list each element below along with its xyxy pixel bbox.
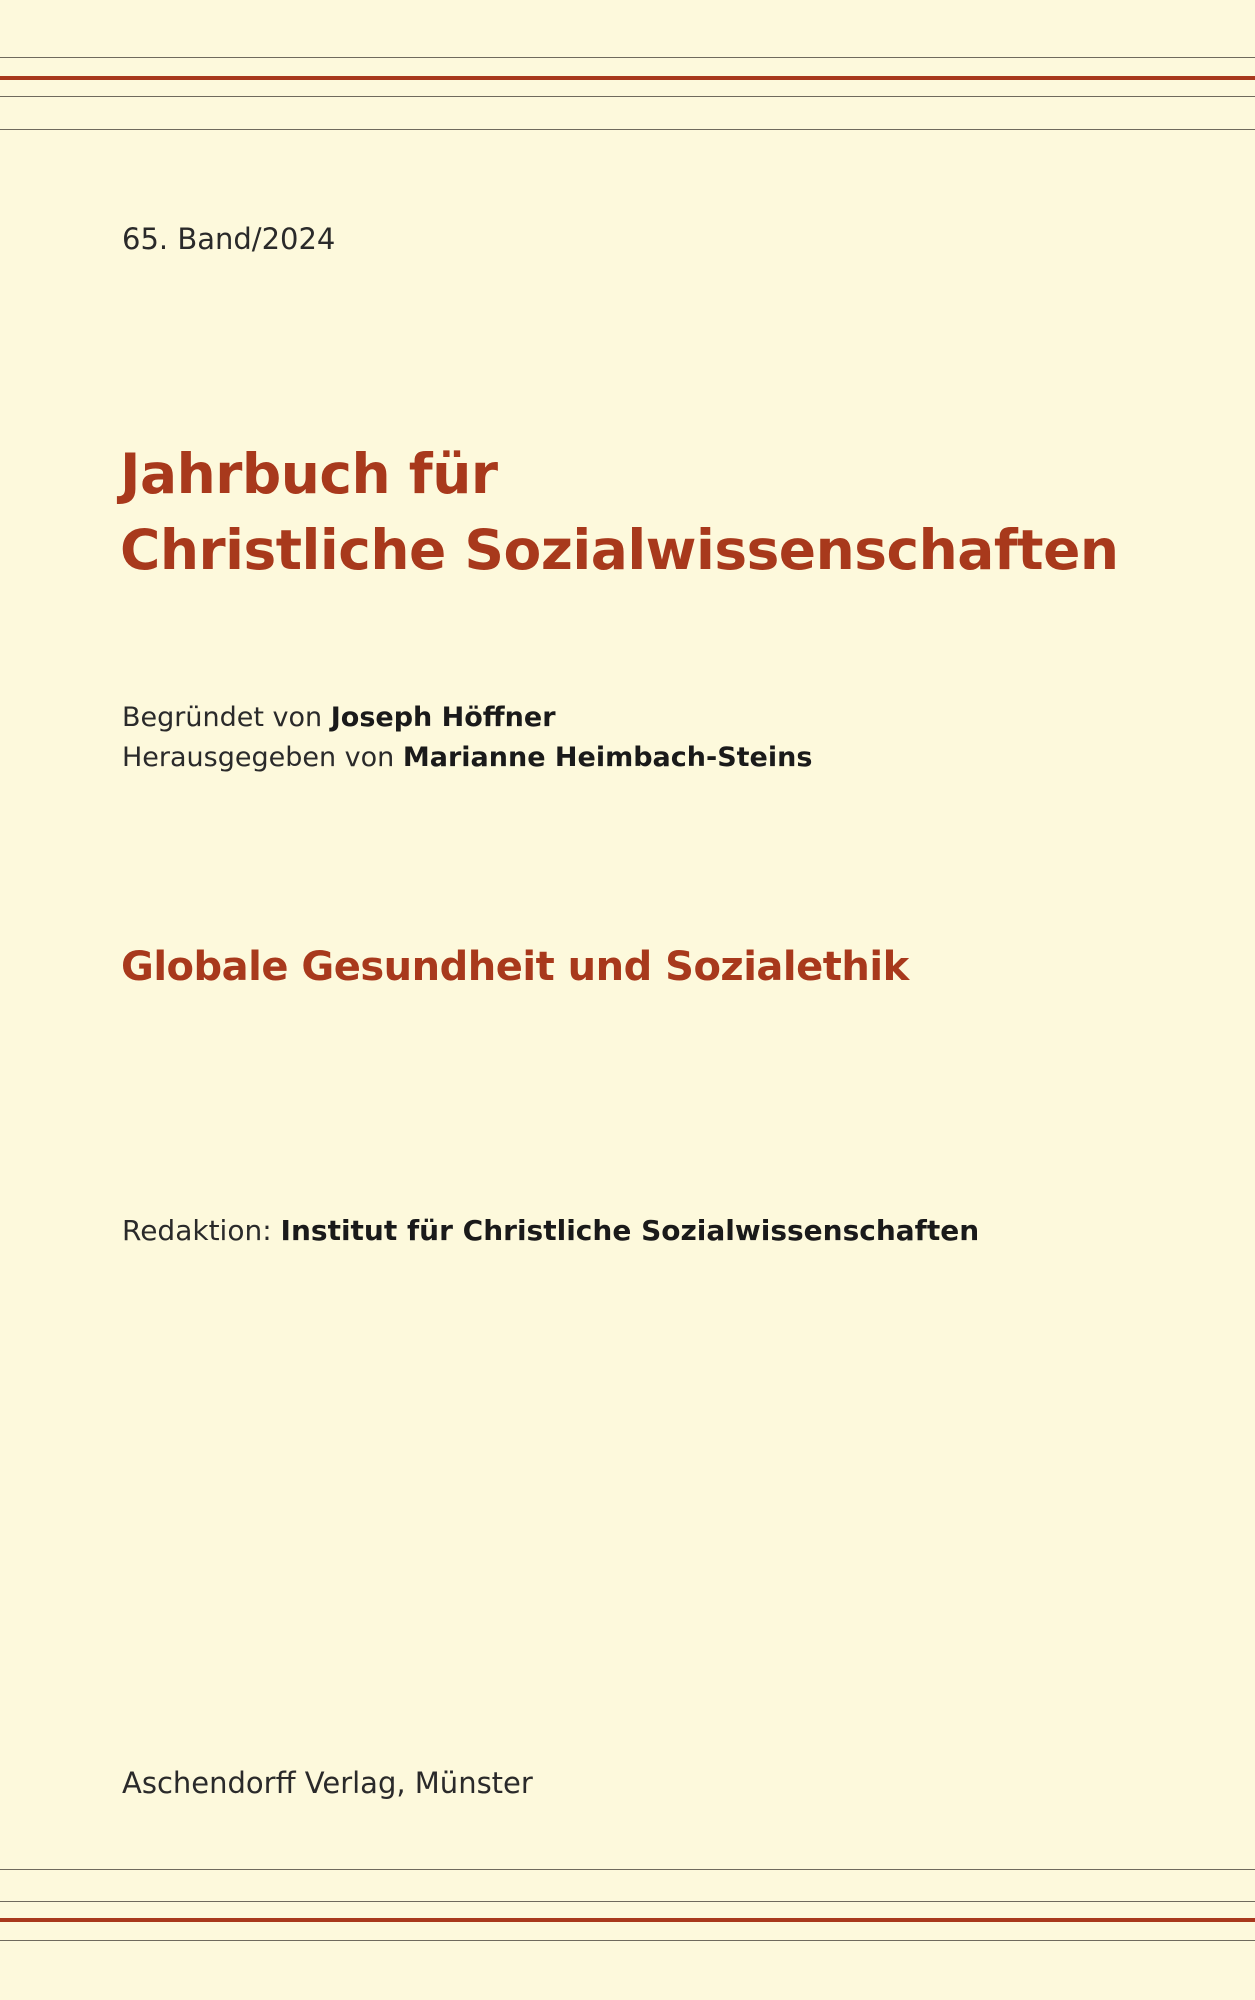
volume-label: 65. Band/2024: [122, 222, 336, 256]
issue-subtitle: Globale Gesundheit und Sozialethik: [121, 944, 909, 990]
top-rule-1: [0, 57, 1255, 58]
publisher-line: Aschendorff Verlag, Münster: [122, 1766, 533, 1800]
bottom-rule-accent: [0, 1918, 1255, 1922]
editor-label: Herausgegeben von: [122, 742, 395, 773]
founded-line: [122, 698, 812, 738]
redaktion-name: Institut für Christliche Sozialwissenschaften: [280, 1214, 980, 1247]
top-rule-3: [0, 129, 1255, 130]
redaktion-label: Redaktion:: [122, 1214, 272, 1247]
founded-label: Begründet von: [122, 702, 323, 733]
redaktion-line: [122, 1214, 979, 1247]
editors-block: [122, 698, 812, 778]
editor-line: [122, 738, 812, 778]
title-line-1: Jahrbuch für: [120, 442, 498, 506]
bottom-rule-2: [0, 1901, 1255, 1902]
bottom-rule-3: [0, 1940, 1255, 1941]
top-rule-2: [0, 96, 1255, 97]
founder-name: Joseph Höffner: [330, 702, 556, 733]
book-title: [120, 436, 1119, 588]
bottom-rule-1: [0, 1869, 1255, 1870]
title-line-2: Christliche Sozialwissenschaften: [120, 518, 1119, 582]
editor-name: Marianne Heimbach-Steins: [402, 742, 813, 773]
top-rule-accent: [0, 76, 1255, 80]
